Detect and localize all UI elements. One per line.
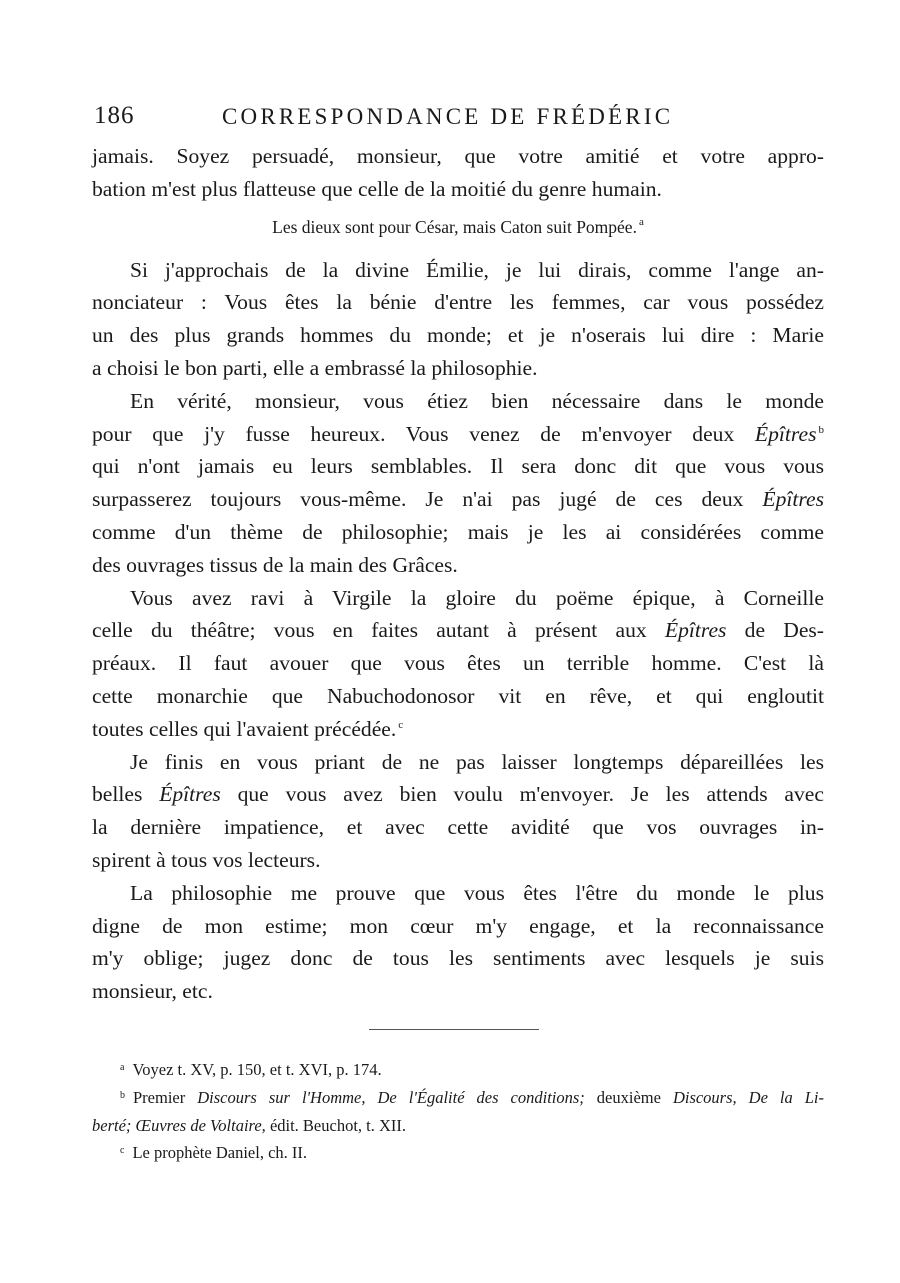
text-run: édit. Beuchot, t. XII. xyxy=(265,1115,407,1135)
text-line: En vérité, monsieur, vous étiez bien nécessaire dans le monde xyxy=(130,388,824,413)
running-title: CORRESPONDANCE DE FRÉDÉRIC xyxy=(222,104,674,129)
text-line xyxy=(92,713,824,746)
text-line: des ouvrages tissus de la main des Grâces. xyxy=(92,552,458,577)
footnote-mark: c xyxy=(120,1145,125,1157)
text-line xyxy=(92,778,824,811)
text-line: spirent à tous vos lecteurs. xyxy=(92,847,321,872)
paragraph xyxy=(92,140,824,206)
text-run: pour que j'y fusse heureux. Vous venez de m'envoyer deux xyxy=(92,421,755,446)
footnote-a xyxy=(92,1056,824,1084)
text-run: toutes celles qui l'avaient précédée. xyxy=(92,716,397,741)
footnote-mark: a xyxy=(638,215,644,228)
text-line: digne de mon estime; mon cœur m'y engage, et la reconnaissance xyxy=(92,913,824,938)
italic-title: berté; Œuvres de Voltaire, xyxy=(92,1115,266,1135)
text-run: Premier xyxy=(133,1087,198,1107)
italic-title: Épîtres xyxy=(664,618,727,643)
text-line: bation m'est plus flatteuse que celle de la moitié du genre humain. xyxy=(92,176,662,201)
paragraph xyxy=(92,582,824,746)
paragraph xyxy=(92,385,824,582)
page-number: 186 xyxy=(94,102,135,129)
text-run: belles xyxy=(92,782,160,807)
text-line: monsieur, etc. xyxy=(92,979,213,1004)
footnote-text: Voyez t. XV, p. 150, et t. XVI, p. 174. xyxy=(132,1059,382,1079)
text-line xyxy=(92,614,824,647)
footnote-b xyxy=(92,1084,824,1112)
verse-quote xyxy=(92,213,824,241)
text-line: comme d'un thème de philosophie; mais je les ai considérées comme xyxy=(92,519,824,544)
text-line: jamais. Soyez persuadé, monsieur, que votre amitié et votre appro- xyxy=(92,144,824,168)
footnote-mark: b xyxy=(120,1089,125,1101)
main-text xyxy=(92,140,824,1008)
paragraph xyxy=(92,746,824,877)
footnote-mark: c xyxy=(398,718,404,731)
footnote-mark: b xyxy=(818,423,824,436)
text-line: qui n'ont jamais eu leurs semblables. Il sera donc dit que vous vous xyxy=(92,454,824,479)
footnote-c xyxy=(92,1139,824,1167)
text-line: Vous avez ravi à Virgile la gloire du poëme épique, à Corneille xyxy=(130,585,824,610)
text-run: surpasserez toujours vous-même. Je n'ai pas jugé de ces deux xyxy=(92,487,763,512)
footnote-mark: a xyxy=(120,1061,125,1073)
text-run: de Des- xyxy=(726,618,825,643)
text-line: un des plus grands hommes du monde; et je n'oserais lui dire : Marie xyxy=(92,323,824,348)
text-line: la dernière impatience, et avec cette avidité que vos ouvrages in- xyxy=(92,815,824,840)
quote-text: Les dieux sont pour César, mais Caton suit Pompée. xyxy=(272,216,637,237)
text-line: Je finis en vous priant de ne pas laisser longtemps dépareillées les xyxy=(130,749,824,774)
text-line xyxy=(92,483,824,516)
text-line: a choisi le bon parti, elle a embrassé la philosophie. xyxy=(92,355,538,380)
text-line: La philosophie me prouve que vous êtes l'être du monde le plus xyxy=(130,880,824,905)
text-run: celle du théâtre; vous en faites autant à présent aux xyxy=(92,618,665,643)
italic-title: Épîtres xyxy=(762,487,824,512)
italic-title: Épîtres xyxy=(159,782,221,807)
text-line: cette monarchie que Nabuchodonosor vit en rêve, et qui engloutit xyxy=(92,683,824,708)
footnote-text: Le prophète Daniel, ch. II. xyxy=(132,1143,308,1163)
text-run: que vous avez bien voulu m'envoyer. Je les attends avec xyxy=(220,782,824,807)
text-line: nonciateur : Vous êtes la bénie d'entre les femmes, car vous possédez xyxy=(92,290,824,315)
book-page xyxy=(92,100,824,1167)
text-run: deuxième xyxy=(584,1087,673,1107)
text-line: m'y oblige; jugez donc de tous les sentiments avec lesquels je suis xyxy=(92,946,824,971)
footnote-b-continued xyxy=(92,1112,824,1140)
running-head xyxy=(92,100,824,140)
italic-title: Épîtres xyxy=(754,421,817,446)
paragraph xyxy=(92,877,824,1008)
footnotes xyxy=(92,1056,824,1167)
italic-title: Discours sur l'Homme, De l'Égalité des conditions; xyxy=(197,1087,585,1107)
text-line xyxy=(92,418,824,451)
paragraph xyxy=(92,254,824,385)
italic-title: Discours, De la Li- xyxy=(672,1087,825,1107)
text-line: préaux. Il faut avouer que vous êtes un terrible homme. C'est là xyxy=(92,651,824,676)
footnote-divider xyxy=(369,1029,539,1030)
text-line: Si j'approchais de la divine Émilie, je lui dirais, comme l'ange an- xyxy=(130,257,824,282)
